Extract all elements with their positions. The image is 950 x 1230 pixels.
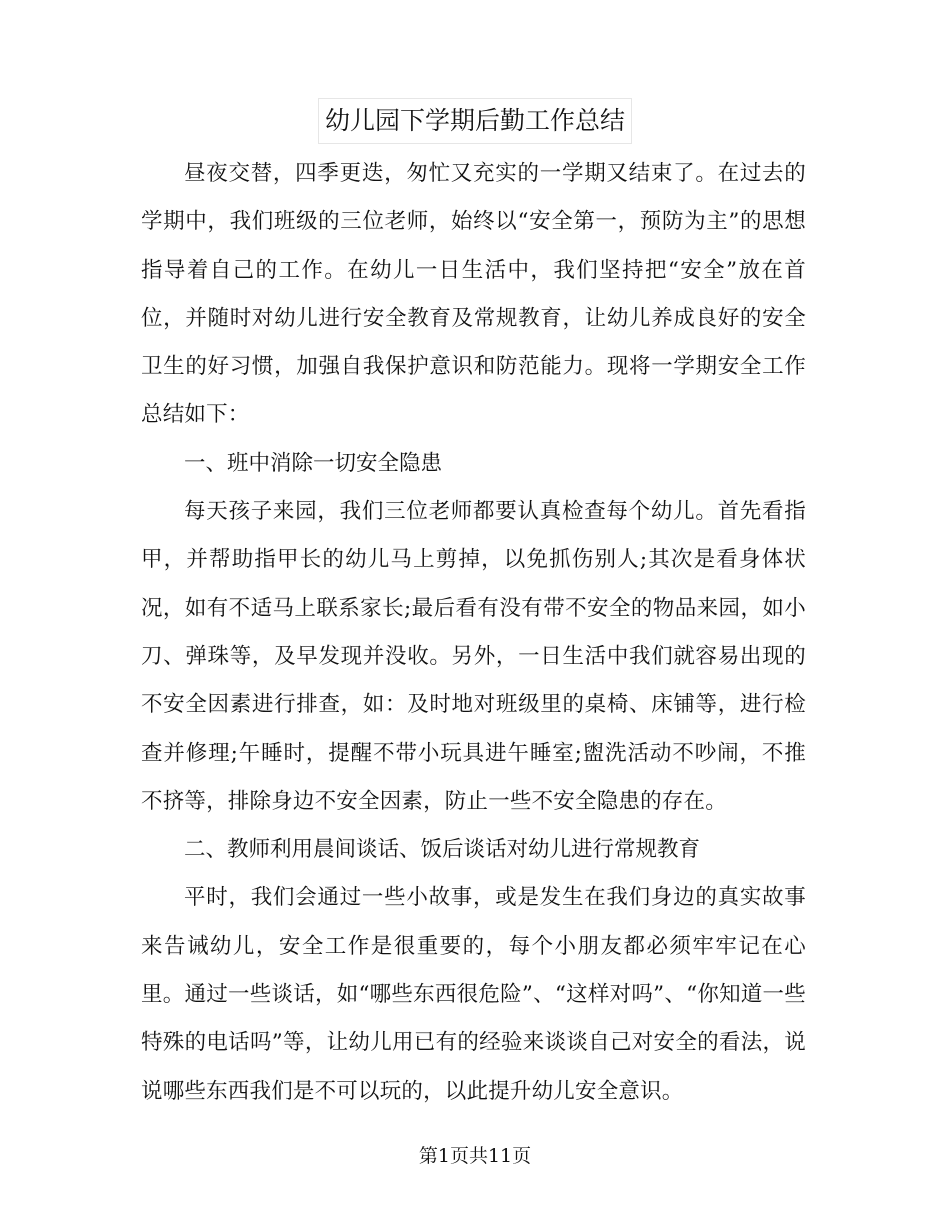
section-heading-1: 一、班中消除一切安全隐患 [184, 450, 443, 476]
page-footer [0, 1142, 950, 1170]
section-2-paragraph: 平时，我们会通过一些小故事，或是发生在我们身边的真实故事来告诫幼儿，安全工作是很重要的，每个小朋友都必须牢牢记在心里。通过一些谈话，如“哪些东西很危险”、“这样对吗”、“你知道一些特殊的电话吗”等，让幼儿用已有的经验来谈谈自己对安全的看法，说说哪些东西我们是不可以玩的，以此提升幼儿安全意识。 [141, 885, 806, 1104]
intro-paragraph: 昼夜交替，四季更迭，匆忙又充实的一学期又结束了。在过去的学期中，我们班级的三位老师，始终以“安全第一，预防为主”的思想指导着自己的工作。在幼儿一日生活中，我们坚持把“安全”放在首位，并随时对幼儿进行安全教育及常规教育，让幼儿养成良好的安全卫生的好习惯，加强自我保护意识和防范能力。现将一学期安全工作总结如下： [141, 161, 806, 428]
section-1-paragraph: 每天孩子来园，我们三位老师都要认真检查每个幼儿。首先看指甲，并帮助指甲长的幼儿马上剪掉，以免抓伤别人;其次是看身体状况，如有不适马上联系家长;最后看有没有带不安全的物品来园，如小刀、弹珠等，及早发现并没收。另外，一日生活中我们就容易出现的不安全因素进行排查，如：及时地对班级里的桌椅、床铺等，进行检查并修理;午睡时，提醒不带小玩具进午睡室;盥洗活动不吵闹，不推不挤等，排除身边不安全因素，防止一些不安全隐患的存在。 [141, 499, 806, 814]
page-indicator: 第1页共11页 [418, 1145, 532, 1167]
section-heading-2: 二、教师利用晨间谈话、饭后谈话对幼儿进行常规教育 [184, 837, 701, 863]
page-title [0, 98, 950, 144]
document-body [141, 150, 806, 1116]
document-title: 幼儿园下学期后勤工作总结 [318, 98, 632, 144]
